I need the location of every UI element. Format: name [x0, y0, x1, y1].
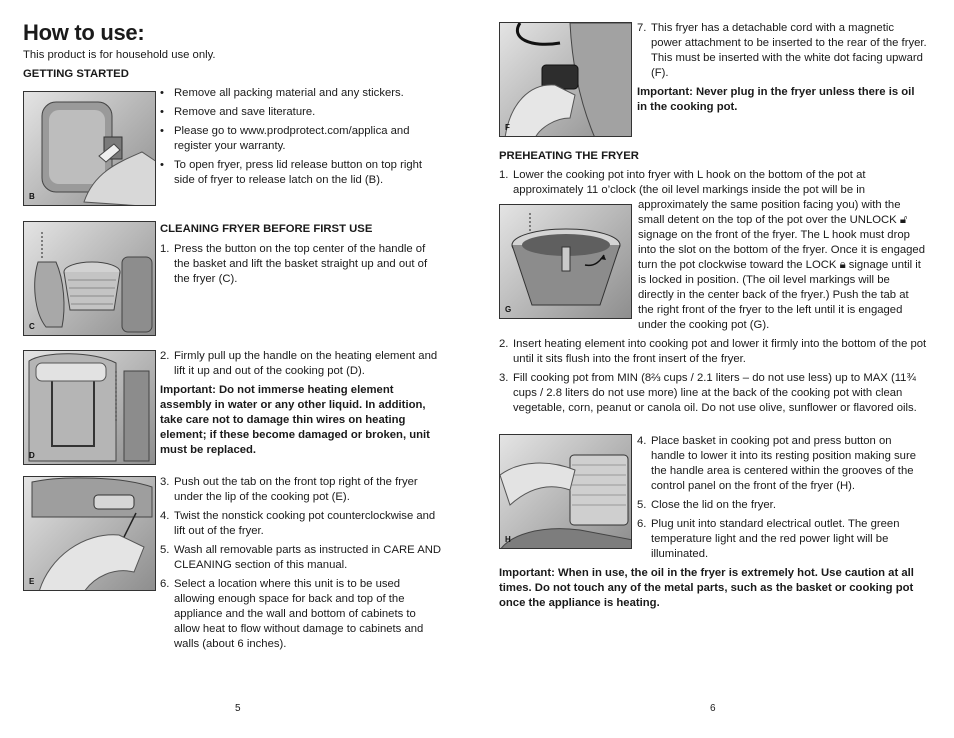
magnetic-cord-illustration — [500, 23, 632, 137]
step-7-block — [637, 21, 927, 115]
lower-basket-illustration — [500, 435, 632, 549]
basket-illustration — [24, 222, 156, 336]
cleaning-step-1 — [160, 242, 435, 287]
step-number: 4. — [160, 510, 170, 522]
list-item: 4. Place basket in cooking pot and press button on handle to lower it into its resting position making sure the handle area is centered within the grooves of the control panel on the front of the fryer (H). — [637, 435, 916, 492]
bullet-marker: • — [160, 159, 164, 171]
list-item: 5. Close the lid on the fryer. — [637, 499, 776, 511]
cleaning-step-2 — [160, 349, 440, 458]
figure-d-heating-element — [23, 350, 156, 465]
step-number: 1. — [499, 169, 509, 181]
step-number: 3. — [499, 372, 509, 384]
list-item: 6. Select a location where this unit is to be used allowing enough space for back and top of the appliance and the wall and bottom of cabinets to allow heat to flow without damage to cabinets and walls (about 6 inches). — [160, 578, 424, 650]
list-item: • To open fryer, press lid release button on top right side of fryer to release latch on the lid (B). — [160, 159, 423, 186]
bullet-marker: • — [160, 125, 164, 137]
step-number: 5. — [160, 544, 170, 556]
figure-h-lower-basket — [499, 434, 632, 549]
unlock-icon: 🔓︎ — [899, 214, 908, 226]
list-item: • Remove all packing material and any stickers. — [160, 87, 404, 99]
figure-c-lift-basket — [23, 221, 156, 336]
lock-icon: 🔒︎ — [839, 259, 846, 271]
figure-label: B — [29, 192, 35, 201]
push-tab-illustration — [24, 477, 156, 591]
preheat-step-1-intro — [499, 168, 927, 198]
step-number: 4. — [637, 435, 647, 447]
page-number-left: 5 — [235, 703, 241, 714]
getting-started-heading: GETTING STARTED — [23, 68, 129, 80]
step-number: 3. — [160, 476, 170, 488]
figure-label: E — [29, 577, 35, 586]
figure-label: H — [505, 535, 511, 544]
list-item: 7. This fryer has a detachable cord with a magnetic power attachment to be inserted to the rear of the fryer. This must be inserted with the white dot facing upward (F). — [637, 22, 927, 79]
page-title: How to use: — [23, 20, 145, 45]
list-item: 3. Fill cooking pot from MIN (8⅔ cups / 2.1 liters – do not use less) up to MAX (11¾ cups / 2.8 liters do not use more) line at the back of the cooking pot with clean vegetable, corn, peanut or canola oil. Do not use olive, sunflower or flavored oils. — [499, 372, 917, 414]
getting-started-list — [160, 86, 435, 188]
cleaning-heading: CLEANING FRYER BEFORE FIRST USE — [160, 223, 373, 235]
preheating-heading: PREHEATING THE FRYER — [499, 150, 639, 162]
preheat-steps-2-3 — [499, 337, 927, 416]
important-note-hot-oil: Important: When in use, the oil in the fryer is extremely hot. Use caution at all times. Do not touch any of the metal parts, such as the basket or cooking pot once the appliance is heating. — [499, 567, 914, 609]
figure-f-magnetic-cord — [499, 22, 632, 137]
list-item: 6. Plug unit into standard electrical outlet. The green temperature light and the red power light will be illuminated. — [637, 518, 900, 560]
step-number: 5. — [637, 499, 647, 511]
list-item: 1. Press the button on the top center of the handle of the basket and lift the basket straight up and out of the fryer (C). — [160, 243, 428, 285]
list-item: 3. Push out the tab on the front top right of the fryer under the lip of the cooking pot (E). — [160, 476, 418, 503]
step-number: 2. — [499, 338, 509, 350]
list-item: 2. Insert heating element into cooking pot and lower it firmly into the bottom of the pot until it sits flush into the front insert of the fryer. — [499, 338, 927, 365]
figure-label: G — [505, 305, 512, 314]
preheat-steps-4-6 — [637, 434, 927, 562]
figure-label: D — [29, 451, 35, 460]
list-item: 1. Lower the cooking pot into fryer with L hook on the bottom of the pot at approximately 11 o’clock (the oil level markings inside the pot will be in — [499, 169, 866, 196]
heating-element-illustration — [24, 351, 156, 465]
step-number: 1. — [160, 243, 170, 255]
figure-b-open-lid — [23, 91, 156, 206]
important-note-heating-element: Important: Do not immerse heating element assembly in water or any other liquid. In addition, take care not to damage thin wires on heating element; if these become damaged or broken, unit must be replaced. — [160, 384, 430, 456]
cleaning-steps-3-6 — [160, 475, 448, 652]
preheat-step-1-continued: approximately the same position facing you) with the small detent on the top of the pot over the UNLOCK 🔓︎ signage on the front of the fryer. The L hook must drop into the slot on the bottom of the fryer. Once it is engaged turn the pot clockwise toward the LOCK 🔒︎ signage until it is locked in position. (The oil level markings will be directly in the center back of the fryer.) Push the tab at the right front of the fryer to the left until it is engaged under the cooking pot (G). — [638, 199, 925, 331]
figure-label: F — [505, 123, 510, 132]
step-number: 6. — [637, 518, 647, 530]
list-item: 5. Wash all removable parts as instructed in CARE AND CLEANING section of this manual. — [160, 544, 442, 571]
list-item: 4. Twist the nonstick cooking pot counterclockwise and lift out of the fryer. — [160, 510, 436, 537]
bullet-marker: • — [160, 87, 164, 99]
figure-label: C — [29, 322, 35, 331]
list-item: • Please go to www.prodprotect.com/applica and register your warranty. — [160, 125, 410, 152]
bullet-marker: • — [160, 106, 164, 118]
intro-text: This product is for household use only. — [23, 49, 216, 61]
step-number: 7. — [637, 22, 647, 34]
important-note-plug: Important: Never plug in the fryer unless there is oil in the cooking pot. — [637, 86, 915, 113]
figure-e-push-tab — [23, 476, 156, 591]
list-item: 2. Firmly pull up the handle on the heating element and lift it up and out of the cooking pot (D). — [160, 350, 438, 377]
list-item: • Remove and save literature. — [160, 106, 316, 118]
step-number: 6. — [160, 578, 170, 590]
step-number: 2. — [160, 350, 170, 362]
fryer-lid-illustration — [24, 92, 156, 206]
page-number-right: 6 — [710, 703, 716, 714]
figure-g-lock-pot — [499, 204, 632, 319]
cooking-pot-illustration — [500, 205, 632, 319]
